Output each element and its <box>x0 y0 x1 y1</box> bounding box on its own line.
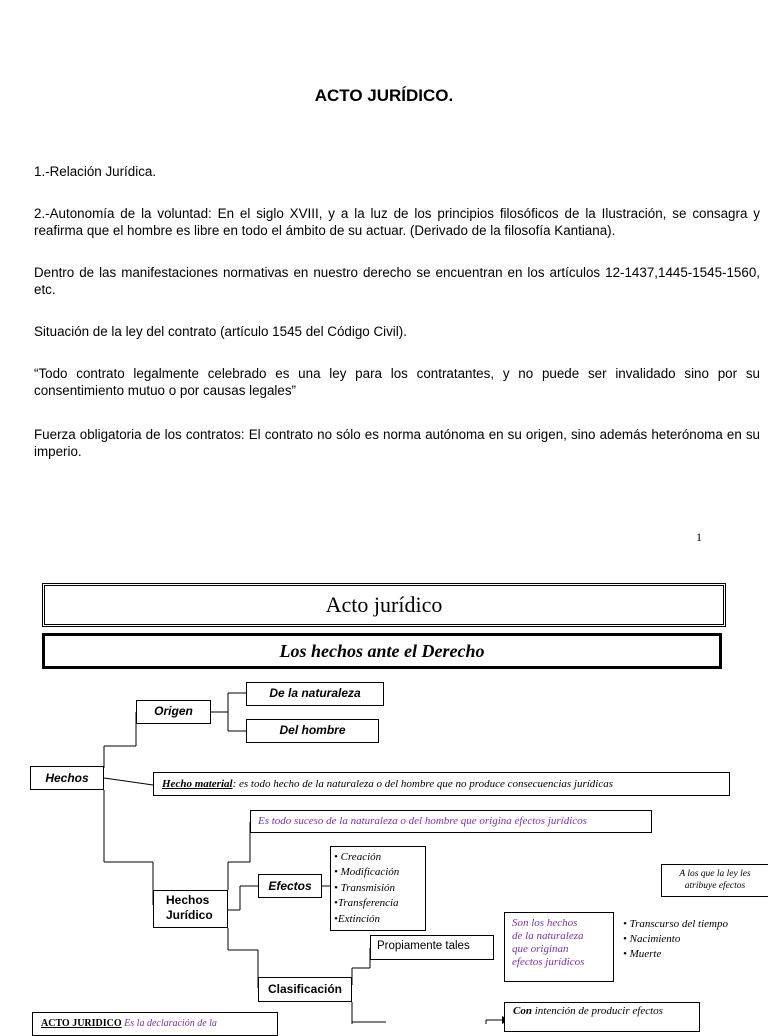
clasificacion-label: Clasificación <box>267 982 343 996</box>
acto-juridico-box <box>32 1012 278 1036</box>
son-los-hechos-line2: de la naturaleza <box>512 930 584 942</box>
naturaleza-label: De la naturaleza <box>269 686 361 700</box>
hechos-juridico-line1: Hechos <box>166 893 210 907</box>
paragraph-situacion: Situación de la ley del contrato (artículo 1545 del Código Civil). <box>34 324 407 339</box>
origen-label: Origen <box>154 704 193 718</box>
con-intencion-box <box>504 1002 700 1032</box>
hombre-box <box>246 719 379 743</box>
efectos-item-modificacion: • Modificación <box>334 866 400 879</box>
hechos-label: Hechos <box>45 771 89 785</box>
son-los-hechos-box <box>504 912 614 982</box>
hechos-box <box>30 766 104 790</box>
hecho-material-box <box>153 772 730 796</box>
paragraph-autonomia: 2.-Autonomía de la voluntad: En el siglo XVIII, y a la luz de los principios filosóficos de la Ilustración, se consagra y reafirma que el hombre es libre en todo el ámbito de su actuar. (Derivado de la filosofía Kantiana). <box>34 206 760 238</box>
diagram-subtitle: Los hechos ante el Derecho <box>279 641 485 661</box>
efectos-list-box <box>330 846 426 931</box>
hombre-label: Del hombre <box>279 723 346 737</box>
son-los-hechos-line4: efectos jurídicos <box>512 956 585 968</box>
acto-juridico-label: ACTO JURIDICO <box>41 1018 122 1029</box>
origen-box <box>136 700 211 724</box>
naturaleza-box <box>246 682 384 706</box>
efectos-item-extincion: •Extinción <box>334 912 381 925</box>
transcurso-item-tiempo: • Transcurso del tiempo <box>623 918 728 930</box>
paragraph-cita: “Todo contrato legalmente celebrado es una ley para los contratantes, y no puede ser invalidado sino por su consentimiento mutuo o por causas legales” <box>34 366 760 398</box>
propiamente-box <box>370 935 494 960</box>
efectos-box <box>258 874 322 898</box>
efectos-item-transferencia: •Transferencia <box>334 897 399 910</box>
a-los-que-line1: A los que la ley les <box>679 869 751 879</box>
a-los-que-box <box>661 864 768 897</box>
efectos-item-transmision: • Transmisión <box>334 881 396 894</box>
diagram-title-box <box>42 583 726 627</box>
paragraph-fuerza: Fuerza obligatoria de los contratos: El contrato no sólo es norma autónoma en su origen, sino además heterónoma en su imperio. <box>34 427 760 459</box>
clasificacion-box <box>258 977 352 1002</box>
transcurso-list <box>623 917 728 962</box>
suceso-text: Es todo suceso de la naturaleza o del hombre que origina efectos jurídicos <box>258 815 587 827</box>
hechos-juridico-box <box>153 890 228 928</box>
hecho-material-text: : es todo hecho de la naturaleza o del hombre que no produce consecuencias jurídicas <box>232 778 614 790</box>
diagram-subtitle-box <box>42 633 722 669</box>
page-title: ACTO JURÍDICO. <box>314 86 454 105</box>
efectos-item-creacion: • Creación <box>334 851 382 863</box>
son-los-hechos-line3: que originan <box>512 943 569 955</box>
hechos-juridico-line2: Jurídico <box>166 908 213 922</box>
a-los-que-line2: atribuye efectos <box>684 881 746 891</box>
con-intencion-bold: Con <box>513 1005 532 1017</box>
efectos-label: Efectos <box>268 879 312 893</box>
hecho-material-label: Hecho material <box>162 778 233 790</box>
transcurso-item-nacimiento: • Nacimiento <box>623 933 681 945</box>
transcurso-item-muerte: • Muerte <box>623 948 662 960</box>
con-intencion-text: intención de producir efectos <box>531 1005 663 1017</box>
suceso-box <box>250 810 652 833</box>
paragraph-manifestaciones: Dentro de las manifestaciones normativas en nuestro derecho se encuentran en los artículos 12-1437,1445-1545-1560, etc. <box>34 265 760 297</box>
son-los-hechos-line1: Son los hechos <box>512 917 578 929</box>
diagram-title: Acto jurídico <box>325 592 443 617</box>
acto-juridico-text: Es la declaración de la <box>121 1018 217 1029</box>
propiamente-label: Propiamente tales <box>377 940 470 952</box>
page-number: 1 <box>696 530 702 544</box>
paragraph-relacion: 1.-Relación Jurídica. <box>34 164 157 179</box>
